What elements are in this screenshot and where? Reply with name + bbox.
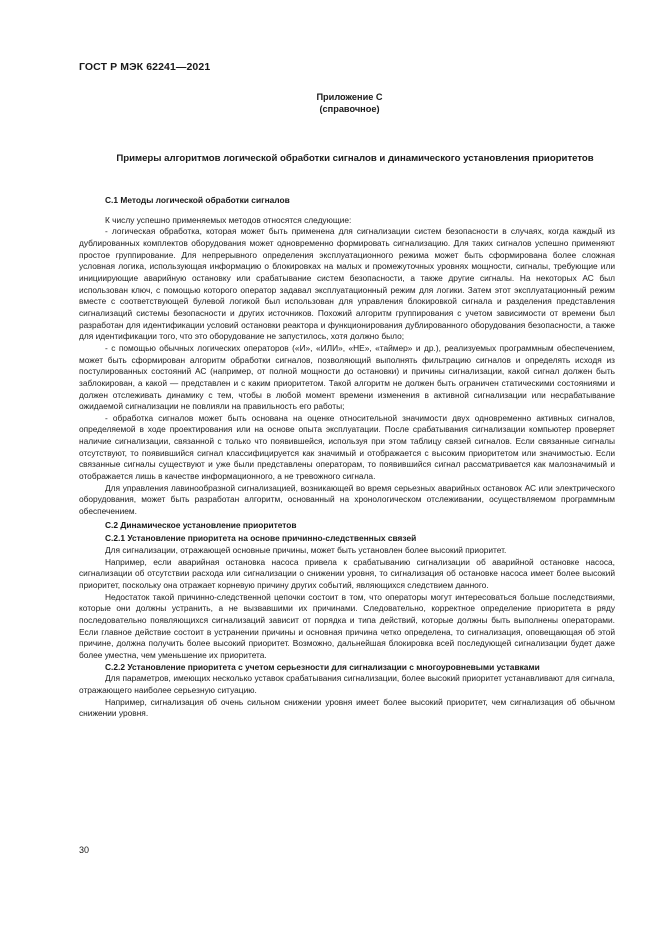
document-code: ГОСТ Р МЭК 62241—2021 — [79, 61, 211, 73]
paragraph: Для параметров, имеющих несколько уставок срабатывания сигнализации, более высокий приоритет устанавливают для сигнала, отражающего наиболее серьезную ситуацию. — [79, 673, 615, 695]
paragraph: Например, сигнализация об очень сильном снижении уровня имеет более высокий приоритет, чем сигнализация об обычном снижении уровня. — [79, 696, 615, 719]
page-number: 30 — [79, 845, 90, 855]
paragraph: - с помощью обычных логических операторов («И», «ИЛИ», «НЕ», «таймер» и др.), реализуемых программным обеспечением, может быть сформирован алгоритм обработки сигналов, позволяющий выполнять фильтрацию сигналов и определять исходя из постулированных состояний АС (например, от полной мощности до остановки) и причины сигнализации, какой сигнал должен быть заблокирован, а какой — представлен и с каким приоритетом. Такой алгоритм не должен быть ограничен статическими состояниями и должен отслеживать динамику с тем, чтобы в любой момент времени изменения в активной сигнализации или несрабатывание ожидаемой сигнализации не повлияли на правильность его работы; — [79, 342, 615, 412]
section-c22-heading: С.2.2 Установление приоритета с учетом серьезности для сигнализации с многоуровневыми уставками — [105, 661, 540, 672]
paragraph: Для управления лавинообразной сигнализацией, возникающей во время серьезных аварийных остановок АС или электрического оборудования, может быть разработан алгоритм, основанный на хронологическом отслеживании, осуществляемом программным обеспечением. — [79, 482, 615, 517]
section-c2-heading: С.2 Динамическое установление приоритетов — [105, 519, 297, 530]
paragraph: К числу успешно применяемых методов относятся следующие: — [105, 214, 352, 225]
section-c1-heading: С.1 Методы логической обработки сигналов — [105, 195, 290, 205]
appendix-block — [0, 91, 661, 115]
appendix-title: Примеры алгоритмов логической обработки сигналов и динамического установления приоритетов — [116, 153, 594, 164]
paragraph: - логическая обработка, которая может быть применена для сигнализации систем безопасности в случаях, когда каждый из дублированных комплектов оборудования может одновременно формировать сигнализацию. Для таких сигналов успешно применяют простое группирование. Для непрерывного определения эксплуатационного режима может быть сформирована более сложная условная логика, использующая информацию о блокировках на малых и промежуточных уровнях мощности, сигналы, требующие или инициирующие аварийную остановку или срабатывание систем безопасности, а также другие сигналы. На некоторых АС был использован ключ, с помощью которого оператор задавал эксплуатационный режим для логики. Затем этот эксплуатационный режим вместе с соответствующей булевой логикой был использован для управления блокировкой сигнала и разделения представления сигнализаций системы безопасности и других источников. Похожий алгоритм группирования с учетом зависимости от времени был разработан для идентификации условий остановки реактора и функционирования дублированного оборудования безопасности, а также для идентификации того, что это оборудование не запустилось, хотя должно было; — [79, 226, 615, 342]
paragraph: Например, если аварийная остановка насоса привела к срабатыванию сигнализации об аварийной остановке насоса, сигнализации об отсутствии расхода или сигнализации о снижении уровня, то сигнализация об остановке насоса имеет более высокий приоритет, поскольку она отражает корневую причину других событий, являющихся следствием данного. — [79, 556, 615, 590]
document-body — [79, 195, 615, 720]
paragraph: Для сигнализации, отражающей основные причины, может быть установлен более высокий приоритет. — [105, 545, 507, 556]
paragraph: Недостаток такой причинно-следственной цепочки состоит в том, что операторы могут интересоваться больше последствиями, которые они должны устранить, а не вызвавшими их причинами. Следовательно, корректное определение приоритета в ряду последовательно появляющихся сигнализаций зависит от порядка и типа действий, которые должны быть выполнены операторами. Если главное действие состоит в устранении причины и основная причина четко определена, то сигнализация, оповещающая об этой причине, должна получить более высокий приоритет. Возможно, дальнейшая блокировка всей последующей сигнализации будет даже более уместна, чем уменьшение их приоритета. — [79, 591, 615, 660]
appendix-label: Приложение С — [316, 92, 383, 102]
appendix-note: (справочное) — [319, 104, 380, 114]
paragraph: - обработка сигналов может быть основана на оценке относительной значимости двух одновременно активных сигналов, определяемой в ходе проектирования или на основе опыта эксплуатации. После срабатывания сигнализации компьютер проверяет наличие сигнализации, связанной с только что появившейся, используя при этом таблицу связей сигналов. Если связанные сигналы отсутствуют, то появившийся сигнал классифицируется как значимый и отображается с высоким приоритетом или значимостью. Если связанные сигналы существуют и уже были представлены операторам, то появившийся сигнал рассматривается как малозначимый и отображается лишь в качестве информационного, а не тревожного сигнала. — [79, 412, 615, 482]
section-c21-heading: С.2.1 Установление приоритета на основе причинно-следственных связей — [105, 533, 417, 544]
